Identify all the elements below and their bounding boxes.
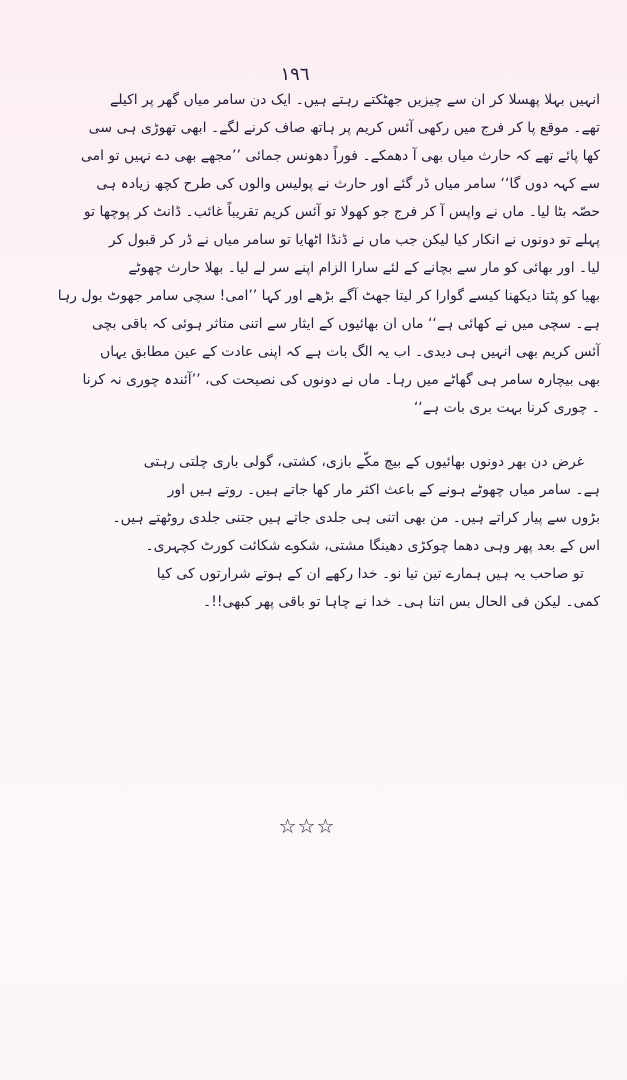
text-line: ہے۔ سچی میں نے کھائی ہے‘‘ ماں ان بھائیوں کے ایثار سے اتنی متاثر ہوئی کہ باقی بچی — [91, 316, 600, 332]
paragraph — [28, 560, 600, 616]
text-line: انہیں بہلا پھسلا کر ان سے چیزیں جھٹکتے رہتے ہیں۔ ایک دن سامر میاں گھر پر اکیلے — [110, 92, 600, 108]
page-body — [28, 86, 600, 616]
text-line: تھے۔ موقع پا کر فرج میں رکھی آئس کریم پر ہاتھ صاف کرنے لگے۔ ابھی تھوڑی ہی سی — [88, 120, 600, 136]
paragraph — [28, 448, 600, 560]
paragraph — [28, 86, 600, 422]
page-number: ١٩٦ — [280, 64, 310, 85]
text-line: پہلے تو دونوں نے انکار کیا لیکن جب ماں نے ڈنڈا اٹھایا تو سامر میاں نے ڈر کر قبول کر — [108, 232, 600, 248]
text-line: بھیا کو پٹتا دیکھنا کیسے گوارا کر لیتا جھٹ آگے بڑھے اور کہا ’’امی! سچی سامر جھوٹ بول رہا — [57, 288, 600, 304]
text-line: ہے۔ سامر میاں چھوٹے ہونے کے باعث اکثر مار کھا جاتے ہیں۔ روتے ہیں اور — [167, 482, 600, 498]
text-line: تو صاحب یہ ہیں ہمارے تین تیا نو۔ خدا رکھے ان کے ہوتے شرارتوں کی کیا — [156, 566, 584, 582]
text-line: کھا پائے تھے کہ حارث میاں بھی آ دھمکے۔ فوراً دھونس جمائی ’’مجھے بھی دے نہیں تو امی — [80, 148, 600, 164]
text-line: سے کہہ دوں گا‘‘ سامر میاں ڈر گئے اور حارث نے پولیس والوں کی طرح کچھ زیادہ ہی — [96, 176, 600, 192]
text-line: کمی۔ لیکن فی الحال بس اتنا ہی۔ خدا نے چاہا تو باقی پھر کبھی!!۔ — [203, 594, 600, 610]
text-line: ۔ چوری کرنا بہت بری بات ہے‘‘ — [413, 400, 600, 416]
text-line: آئس کریم بھی انہیں ہی دیدی۔ اب یہ الگ بات ہے کہ اپنی عادت کے عین مطابق یہاں — [99, 344, 600, 360]
text-line: بھی بیچارہ سامر ہی گھاٹے میں رہا۔ ماں نے دونوں کی نصیحت کی، ’’آئندہ چوری نہ کرنا — [82, 372, 600, 388]
text-line: حصّہ بٹا لیا۔ ماں نے واپس آ کر فرج جو کھولا تو آئس کریم تقریباً غائب۔ ڈانٹ کر پوچھا تو — [83, 204, 600, 220]
text-line: غرض دن بھر دونوں بھائیوں کے بیچ مکّے بازی، کشتی، گولی باری چلتی رہتی — [143, 454, 584, 470]
text-line: اس کے بعد پھر وہی دھما چوکڑی دھینگا مشتی، شکوے شکائت کورٹ کچہری۔ — [145, 538, 600, 554]
text-line: بڑوں سے پیار کراتے ہیں۔ من بھی اتنی ہی جلدی جاتے ہیں جتنی جلدی روٹھتے ہیں۔ — [112, 510, 600, 526]
text-line: لیا۔ اور بھائی کو مار سے بچانے کے لئے سارا الزام اپنے سر لے لیا۔ بھلا حارث چھوٹے — [128, 260, 600, 276]
section-separator-stars: ☆☆☆ — [278, 814, 336, 838]
